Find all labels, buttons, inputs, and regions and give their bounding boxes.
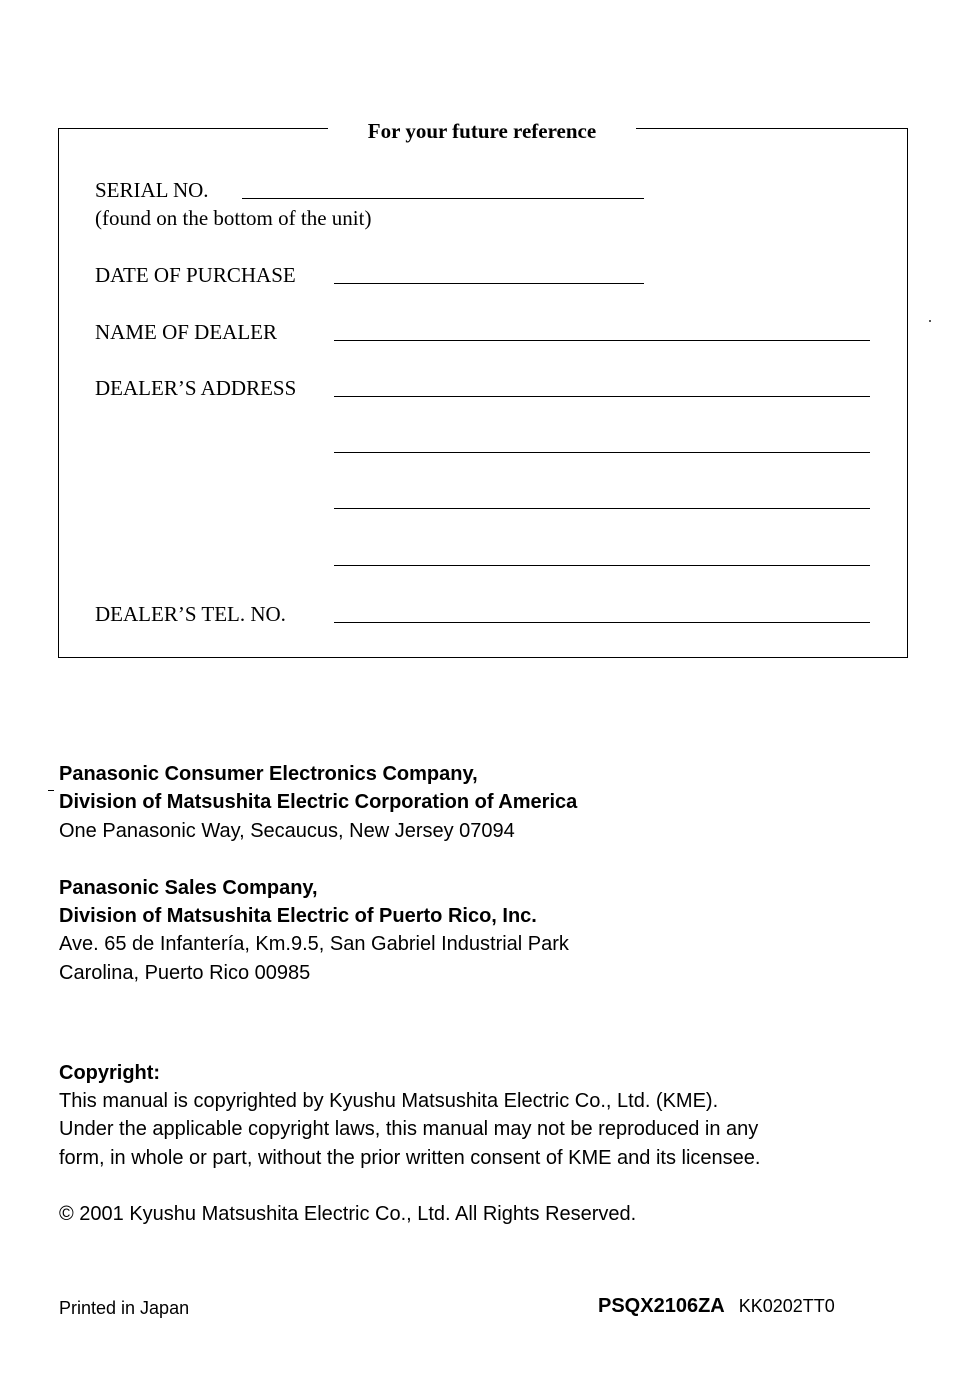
dealer-address-line-1[interactable] (334, 396, 870, 397)
dealer-address-line-2[interactable] (334, 452, 870, 453)
date-of-purchase-line[interactable] (334, 283, 644, 284)
serial-number-note: (found on the bottom of the unit) (95, 206, 372, 230)
reference-box-title: For your future reference (328, 118, 636, 144)
dealer-address-label: DEALER’S ADDRESS (95, 376, 297, 400)
dealer-name-label: NAME OF DEALER (95, 320, 277, 344)
company-1-name: Panasonic Consumer Electronics Company, (59, 763, 478, 785)
copyright-line-1: This manual is copyrighted by Kyushu Matsushita Electric Co., Ltd. (KME). (59, 1090, 719, 1112)
company-2-name: Panasonic Sales Company, (59, 877, 318, 899)
company-1-address: One Panasonic Way, Secaucus, New Jersey 07094 (59, 820, 515, 842)
company-1-division: Division of Matsushita Electric Corporation of America (59, 791, 578, 813)
copyright-line-3: form, in whole or part, without the prior written consent of KME and its licensee. (59, 1147, 761, 1169)
footer-codes (598, 1292, 835, 1320)
copyright-line-2: Under the applicable copyright laws, this manual may not be reproduced in any (59, 1118, 759, 1140)
date-of-purchase-label: DATE OF PURCHASE (95, 263, 296, 287)
dealer-name-line[interactable] (334, 340, 870, 341)
copyright-notice: © 2001 Kyushu Matsushita Electric Co., Ltd. All Rights Reserved. (59, 1203, 637, 1225)
dealer-address-line-4[interactable] (334, 565, 870, 566)
dealer-address-line-3[interactable] (334, 508, 870, 509)
part-number: PSQX2106ZA (598, 1295, 725, 1317)
company-2-division: Division of Matsushita Electric of Puerto Rico, Inc. (59, 905, 537, 927)
printed-in-label: Printed in Japan (59, 1298, 190, 1318)
serial-number-line[interactable] (242, 198, 644, 199)
scan-speck (929, 320, 931, 322)
margin-mark (48, 790, 54, 791)
dealer-tel-label: DEALER’S TEL. NO. (95, 602, 286, 626)
print-code: KK0202TT0 (738, 1296, 835, 1316)
dealer-tel-line[interactable] (334, 622, 870, 623)
company-2-address-line-1: Ave. 65 de Infantería, Km.9.5, San Gabriel Industrial Park (59, 933, 569, 955)
serial-number-label: SERIAL NO. (95, 178, 209, 202)
copyright-heading: Copyright: (59, 1062, 161, 1084)
company-2-address-line-2: Carolina, Puerto Rico 00985 (59, 962, 311, 984)
